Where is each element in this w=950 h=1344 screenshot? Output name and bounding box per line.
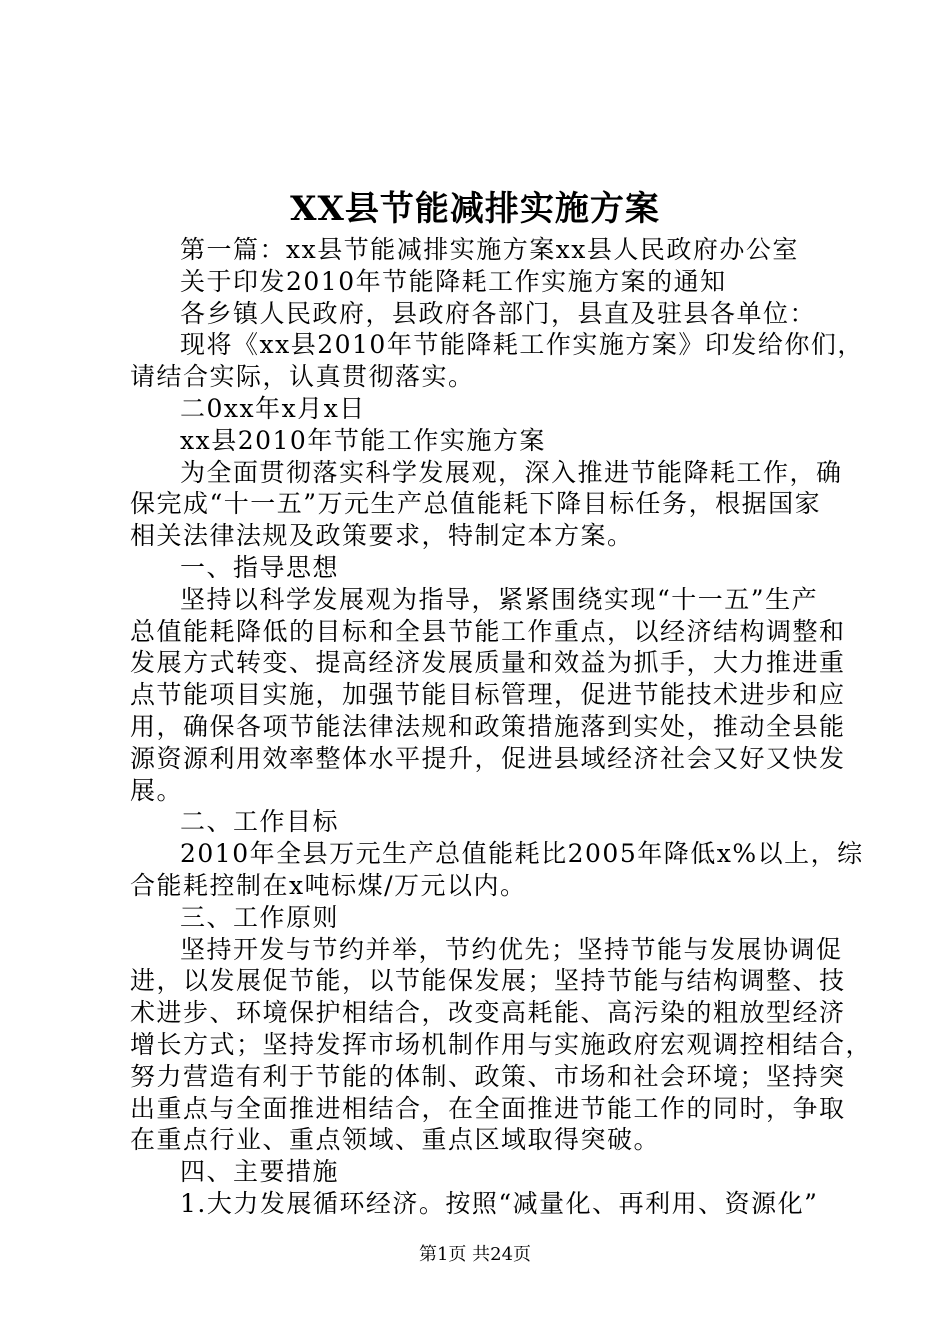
body-line: 请结合实际，认真贯彻落实。 bbox=[130, 362, 475, 392]
body-line: 进，以发展促节能，以节能保发展；坚持节能与结构调整、技 bbox=[130, 966, 846, 996]
body-line: 关于印发2010年节能降耗工作实施方案的通知 bbox=[180, 266, 727, 296]
section-heading: 三、工作原则 bbox=[180, 902, 340, 932]
body-line: 各乡镇人民政府，县政府各部门，县直及驻县各单位： bbox=[180, 298, 817, 328]
body-line: 2010年全县万元生产总值能耗比2005年降低x%以上，综 bbox=[180, 839, 864, 869]
body-line: 用，确保各项节能法律法规和政策措施落到实处，推动全县能 bbox=[130, 711, 846, 741]
body-line: 相关法律法规及政策要求，特制定本方案。 bbox=[130, 521, 634, 551]
body-line: 合能耗控制在x吨标煤/万元以内。 bbox=[130, 870, 527, 900]
body-line: xx县2010年节能工作实施方案 bbox=[180, 425, 546, 455]
body-line: 为全面贯彻落实科学发展观，深入推进节能降耗工作，确 bbox=[180, 457, 843, 487]
page-footer: 第1页 共24页 bbox=[418, 1244, 532, 1265]
section-heading: 四、主要措施 bbox=[180, 1157, 340, 1187]
body-line: 第一篇：xx县节能减排实施方案xx县人民政府办公室 bbox=[180, 235, 799, 264]
section-heading: 二、工作目标 bbox=[180, 807, 340, 837]
body-line: 坚持以科学发展观为指导，紧紧围绕实现“十一五”生产 bbox=[180, 584, 819, 614]
body-line: 保完成“十一五”万元生产总值能耗下降目标任务，根据国家 bbox=[130, 489, 822, 519]
body-line: 现将《xx县2010年节能降耗工作实施方案》印发给你们， bbox=[180, 330, 864, 360]
body-line: 术进步、环境保护相结合，改变高耗能、高污染的粗放型经济 bbox=[130, 998, 846, 1028]
body-line: 源资源利用效率整体水平提升，促进县域经济社会又好又快发 bbox=[130, 743, 846, 773]
body-line: 二0xx年x月x日 bbox=[180, 393, 366, 423]
body-line: 展。 bbox=[130, 775, 184, 805]
body-line: 总值能耗降低的目标和全县节能工作重点，以经济结构调整和 bbox=[130, 616, 846, 646]
body-line: 增长方式；坚持发挥市场机制作用与实施政府宏观调控相结合， bbox=[130, 1029, 873, 1059]
body-line: 1.大力发展循环经济。按照“减量化、再利用、资源化” bbox=[180, 1188, 819, 1218]
body-line: 努力营造有利于节能的体制、政策、市场和社会环境；坚持突 bbox=[130, 1061, 846, 1091]
document-body bbox=[130, 234, 873, 1220]
section-heading: 一、指导思想 bbox=[180, 552, 340, 582]
document-title: XX县节能减排实施方案 bbox=[290, 189, 660, 229]
body-line: 点节能项目实施，加强节能目标管理，促进节能技术进步和应 bbox=[130, 680, 846, 710]
body-line: 发展方式转变、提高经济发展质量和效益为抓手，大力推进重 bbox=[130, 648, 846, 678]
body-line: 在重点行业、重点领域、重点区域取得突破。 bbox=[130, 1125, 661, 1155]
body-line: 出重点与全面推进相结合，在全面推进节能工作的同时，争取 bbox=[130, 1093, 846, 1123]
body-line: 坚持开发与节约并举，节约优先；坚持节能与发展协调促 bbox=[180, 934, 843, 964]
